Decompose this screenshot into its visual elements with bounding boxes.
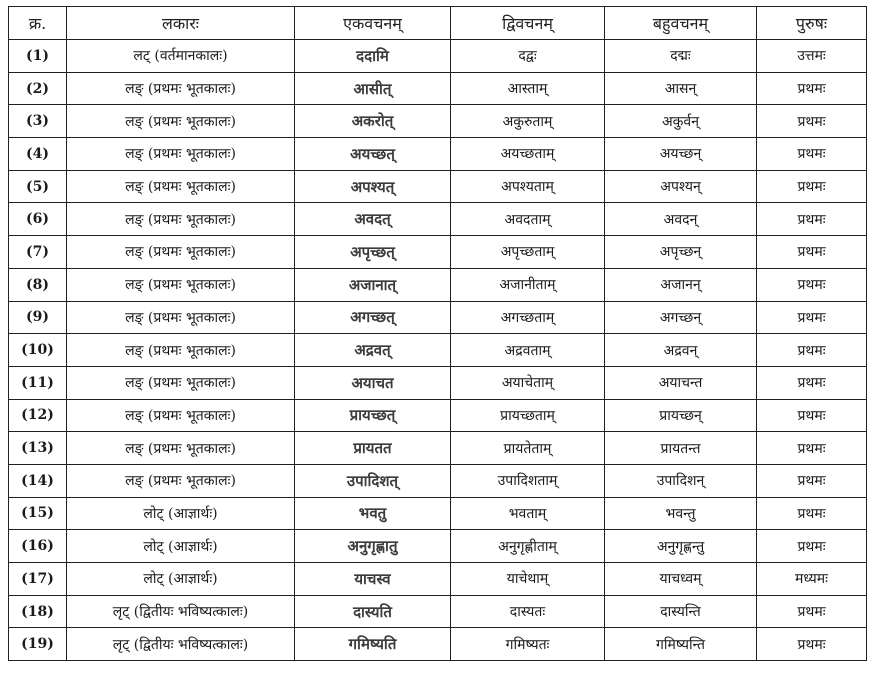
dvivachanam-cell: अपश्यताम् <box>451 170 605 203</box>
header-purusha: पुरुषः <box>757 7 867 40</box>
ekavachanam-cell: भवतु <box>295 497 451 530</box>
dvivachanam-cell: अवदताम् <box>451 203 605 236</box>
dvivachanam-cell: अपृच्छताम् <box>451 236 605 269</box>
table-row <box>9 399 867 432</box>
ekavachanam-cell: प्रायतत <box>295 432 451 465</box>
table-row <box>9 595 867 628</box>
table-row <box>9 464 867 497</box>
table-row <box>9 432 867 465</box>
bahuvachanam-cell: अजानन् <box>605 268 757 301</box>
serial-number-cell: (2) <box>9 72 67 105</box>
header-bahuvachanam: बहुवचनम् <box>605 7 757 40</box>
table-row <box>9 72 867 105</box>
purusha-cell: उत्तमः <box>757 40 867 73</box>
dvivachanam-cell: भवताम् <box>451 497 605 530</box>
ekavachanam-cell: अयाचत <box>295 366 451 399</box>
ekavachanam-cell: ददामि <box>295 40 451 73</box>
ekavachanam-cell: आसीत् <box>295 72 451 105</box>
ekavachanam-cell: उपादिशत् <box>295 464 451 497</box>
dvivachanam-cell: अगच्छताम् <box>451 301 605 334</box>
dvivachanam-cell: अद्रवताम् <box>451 334 605 367</box>
bahuvachanam-cell: प्रायच्छन् <box>605 399 757 432</box>
dvivachanam-cell: गमिष्यतः <box>451 628 605 661</box>
serial-number-cell: (8) <box>9 268 67 301</box>
header-ekavachanam: एकवचनम् <box>295 7 451 40</box>
table-row <box>9 236 867 269</box>
table-row <box>9 530 867 563</box>
ekavachanam-cell: अपृच्छत् <box>295 236 451 269</box>
bahuvachanam-cell: गमिष्यन्ति <box>605 628 757 661</box>
dvivachanam-cell: आस्ताम् <box>451 72 605 105</box>
bahuvachanam-cell: अपृच्छन् <box>605 236 757 269</box>
ekavachanam-cell: अयच्छत् <box>295 138 451 171</box>
purusha-cell: प्रथमः <box>757 203 867 236</box>
serial-number-cell: (13) <box>9 432 67 465</box>
bahuvachanam-cell: अपश्यन् <box>605 170 757 203</box>
serial-number-cell: (1) <box>9 40 67 73</box>
purusha-cell: प्रथमः <box>757 72 867 105</box>
ekavachanam-cell: प्रायच्छत् <box>295 399 451 432</box>
lakara-cell: लङ् (प्रथमः भूतकालः) <box>67 301 295 334</box>
lakara-cell: लङ् (प्रथमः भूतकालः) <box>67 366 295 399</box>
purusha-cell: प्रथमः <box>757 530 867 563</box>
purusha-cell: प्रथमः <box>757 334 867 367</box>
serial-number-cell: (9) <box>9 301 67 334</box>
lakara-cell: लङ् (प्रथमः भूतकालः) <box>67 138 295 171</box>
bahuvachanam-cell: अयाचन्त <box>605 366 757 399</box>
table-row <box>9 170 867 203</box>
serial-number-cell: (12) <box>9 399 67 432</box>
purusha-cell: प्रथमः <box>757 301 867 334</box>
header-lakara: लकारः <box>67 7 295 40</box>
lakara-cell: लङ् (प्रथमः भूतकालः) <box>67 268 295 301</box>
bahuvachanam-cell: दास्यन्ति <box>605 595 757 628</box>
purusha-cell: प्रथमः <box>757 497 867 530</box>
lakara-cell: लङ् (प्रथमः भूतकालः) <box>67 334 295 367</box>
dvivachanam-cell: प्रायच्छताम् <box>451 399 605 432</box>
dvivachanam-cell: याचेथाम् <box>451 563 605 596</box>
purusha-cell: प्रथमः <box>757 366 867 399</box>
bahuvachanam-cell: अवदन् <box>605 203 757 236</box>
serial-number-cell: (17) <box>9 563 67 596</box>
header-serial-number: क्र. <box>9 7 67 40</box>
purusha-cell: मध्यमः <box>757 563 867 596</box>
dvivachanam-cell: प्रायतेताम् <box>451 432 605 465</box>
bahuvachanam-cell: उपादिशन् <box>605 464 757 497</box>
serial-number-cell: (6) <box>9 203 67 236</box>
table-row <box>9 366 867 399</box>
lakara-cell: लोट् (आज्ञार्थः) <box>67 497 295 530</box>
header-row <box>9 7 867 40</box>
table-row <box>9 268 867 301</box>
dvivachanam-cell: दद्वः <box>451 40 605 73</box>
dvivachanam-cell: उपादिशताम् <box>451 464 605 497</box>
dvivachanam-cell: अजानीताम् <box>451 268 605 301</box>
lakara-cell: लृट् (द्वितीयः भविष्यत्कालः) <box>67 628 295 661</box>
serial-number-cell: (14) <box>9 464 67 497</box>
bahuvachanam-cell: अगच्छन् <box>605 301 757 334</box>
serial-number-cell: (7) <box>9 236 67 269</box>
table-body <box>9 40 867 661</box>
ekavachanam-cell: गमिष्यति <box>295 628 451 661</box>
purusha-cell: प्रथमः <box>757 399 867 432</box>
lakara-cell: लृट् (द्वितीयः भविष्यत्कालः) <box>67 595 295 628</box>
table-row <box>9 334 867 367</box>
serial-number-cell: (3) <box>9 105 67 138</box>
serial-number-cell: (5) <box>9 170 67 203</box>
serial-number-cell: (15) <box>9 497 67 530</box>
ekavachanam-cell: अवदत् <box>295 203 451 236</box>
lakara-cell: लङ् (प्रथमः भूतकालः) <box>67 105 295 138</box>
dvivachanam-cell: दास्यतः <box>451 595 605 628</box>
bahuvachanam-cell: अनुगृह्णन्तु <box>605 530 757 563</box>
dvivachanam-cell: अयाचेताम् <box>451 366 605 399</box>
table-row <box>9 203 867 236</box>
table-row <box>9 138 867 171</box>
lakara-cell: लङ् (प्रथमः भूतकालः) <box>67 399 295 432</box>
lakara-cell: लङ् (प्रथमः भूतकालः) <box>67 236 295 269</box>
purusha-cell: प्रथमः <box>757 170 867 203</box>
serial-number-cell: (16) <box>9 530 67 563</box>
ekavachanam-cell: अनुगृह्णातु <box>295 530 451 563</box>
header-dvivachanam: द्विवचनम् <box>451 7 605 40</box>
lakara-cell: लङ् (प्रथमः भूतकालः) <box>67 432 295 465</box>
bahuvachanam-cell: अद्रवन् <box>605 334 757 367</box>
serial-number-cell: (18) <box>9 595 67 628</box>
serial-number-cell: (11) <box>9 366 67 399</box>
purusha-cell: प्रथमः <box>757 432 867 465</box>
table-row <box>9 497 867 530</box>
conjugation-table <box>8 6 867 661</box>
table-row <box>9 301 867 334</box>
purusha-cell: प्रथमः <box>757 105 867 138</box>
ekavachanam-cell: अकरोत् <box>295 105 451 138</box>
serial-number-cell: (19) <box>9 628 67 661</box>
bahuvachanam-cell: याचध्वम् <box>605 563 757 596</box>
table-row <box>9 563 867 596</box>
bahuvachanam-cell: आसन् <box>605 72 757 105</box>
lakara-cell: लङ् (प्रथमः भूतकालः) <box>67 170 295 203</box>
ekavachanam-cell: अपश्यत् <box>295 170 451 203</box>
lakara-cell: लङ् (प्रथमः भूतकालः) <box>67 72 295 105</box>
ekavachanam-cell: याचस्व <box>295 563 451 596</box>
purusha-cell: प्रथमः <box>757 628 867 661</box>
dvivachanam-cell: अयच्छताम् <box>451 138 605 171</box>
lakara-cell: लोट् (आज्ञार्थः) <box>67 563 295 596</box>
ekavachanam-cell: अजानात् <box>295 268 451 301</box>
ekavachanam-cell: अद्रवत् <box>295 334 451 367</box>
ekavachanam-cell: दास्यति <box>295 595 451 628</box>
bahuvachanam-cell: अकुर्वन् <box>605 105 757 138</box>
dvivachanam-cell: अकुरुताम् <box>451 105 605 138</box>
lakara-cell: लोट् (आज्ञार्थः) <box>67 530 295 563</box>
lakara-cell: लङ् (प्रथमः भूतकालः) <box>67 464 295 497</box>
table-header <box>9 7 867 40</box>
ekavachanam-cell: अगच्छत् <box>295 301 451 334</box>
serial-number-cell: (4) <box>9 138 67 171</box>
purusha-cell: प्रथमः <box>757 464 867 497</box>
bahuvachanam-cell: प्रायतन्त <box>605 432 757 465</box>
purusha-cell: प्रथमः <box>757 595 867 628</box>
purusha-cell: प्रथमः <box>757 138 867 171</box>
bahuvachanam-cell: दद्मः <box>605 40 757 73</box>
lakara-cell: लट् (वर्तमानकालः) <box>67 40 295 73</box>
purusha-cell: प्रथमः <box>757 236 867 269</box>
dvivachanam-cell: अनुगृह्णीताम् <box>451 530 605 563</box>
purusha-cell: प्रथमः <box>757 268 867 301</box>
table-row <box>9 40 867 73</box>
bahuvachanam-cell: भवन्तु <box>605 497 757 530</box>
lakara-cell: लङ् (प्रथमः भूतकालः) <box>67 203 295 236</box>
table-row <box>9 628 867 661</box>
bahuvachanam-cell: अयच्छन् <box>605 138 757 171</box>
serial-number-cell: (10) <box>9 334 67 367</box>
table-row <box>9 105 867 138</box>
